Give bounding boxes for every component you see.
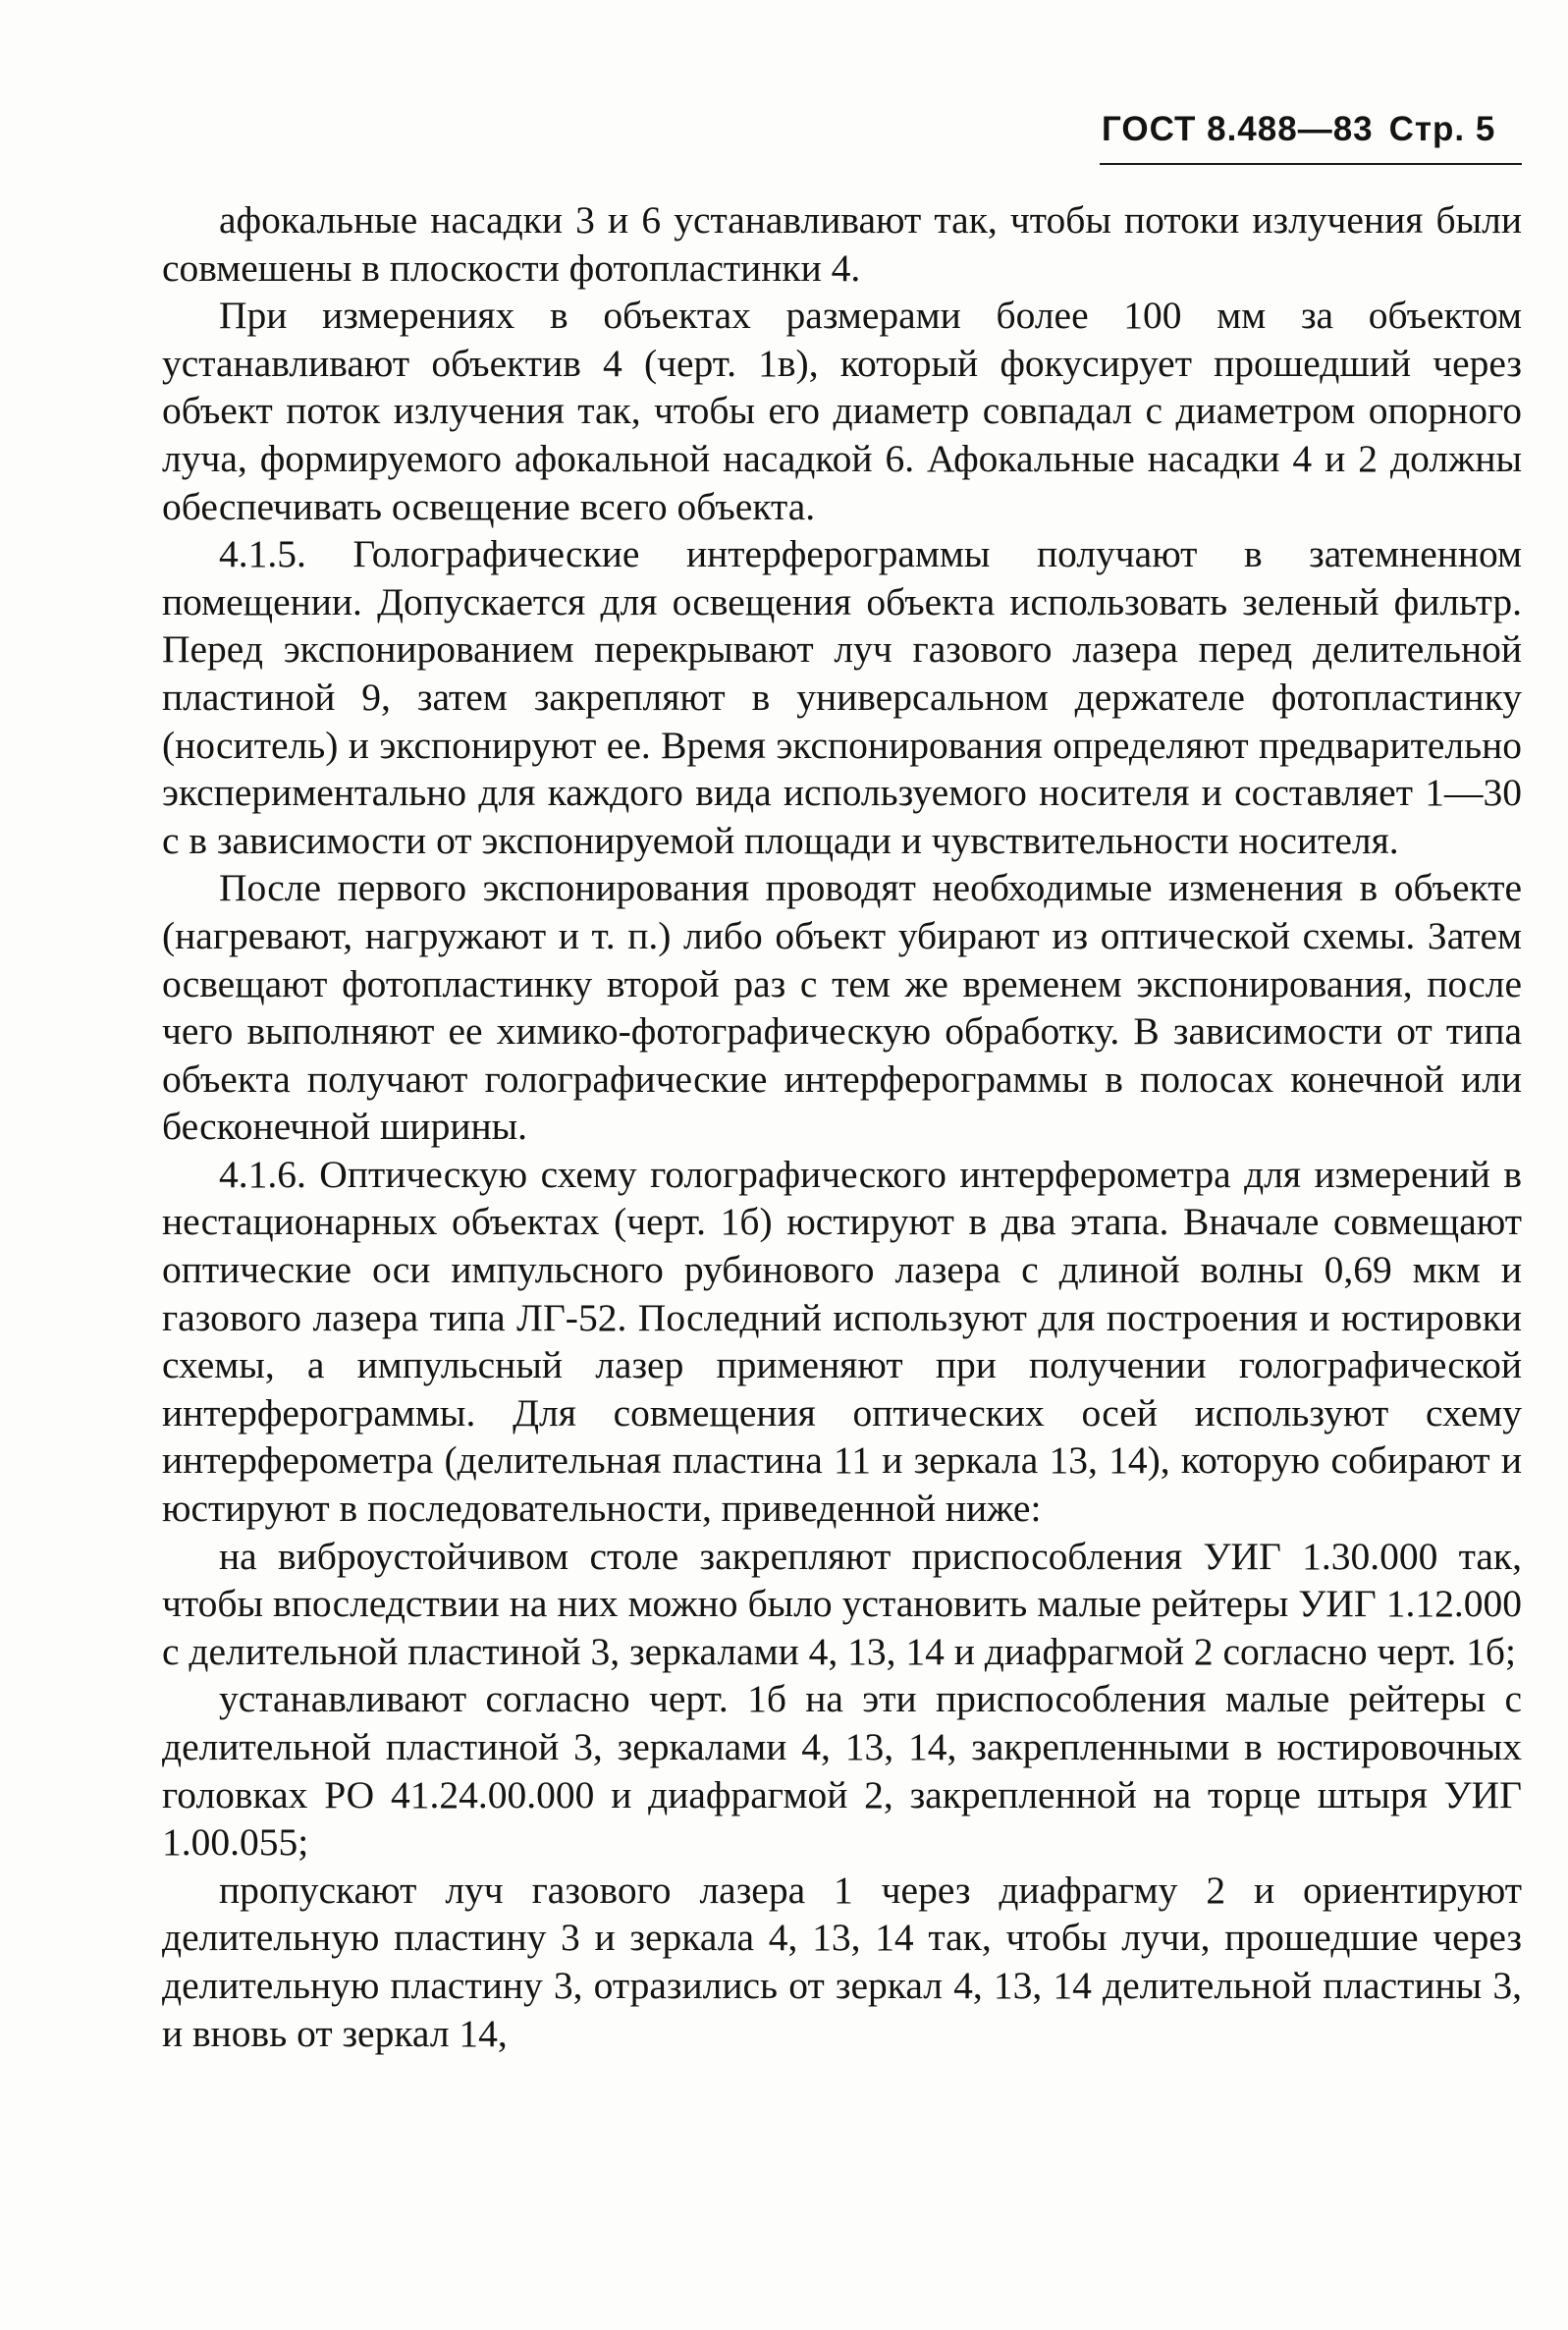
body-text — [162, 196, 1522, 2057]
paragraph: При измерениях в объектах размерами более 100 мм за объектом устанавливают объектив 4 (черт. 1в), который фокусирует прошедший через объект поток излучения так, чтобы его диаметр совпадал с диаметром опорного луча, формируемого афокальной насадкой 6. Афокальные насадки 4 и 2 должны обеспечивать освещение всего объекта. — [162, 294, 1522, 528]
paragraph: После первого экспонирования проводят необходимые изменения в объекте (нагревают, нагружают и т. п.) либо объект убирают из оптической схемы. Затем освещают фотопластинку второй раз с тем же временем экспонирования, после чего выполняют ее химико-фотографическую обработку. В зависимости от типа объекта получают голографические интерферограммы в полосах конечной или бесконечной ширины. — [162, 866, 1522, 1149]
paragraph: 4.1.6. Оптическую схему голографического интерферометра для измерений в нестационарных объектах (черт. 1б) юстируют в два этапа. Вначале совмещают оптические оси импульсного рубинового лазера с длиной волны 0,69 мкм и газового лазера типа ЛГ-52. Последний используют для построения и юстировки схемы, а импульсный лазер применяют при получении голографической интерферограммы. Для совмещения оптических осей используют схему интерферометра (делительная пластина 11 и зеркала 13, 14), которую собирают и юстируют в последовательности, приведенной ниже: — [162, 1152, 1522, 1531]
header-rule — [1100, 163, 1522, 165]
page-number: Стр. 5 — [1388, 110, 1496, 148]
page-header — [1102, 110, 1495, 149]
paragraph: устанавливают согласно черт. 1б на эти приспособления малые рейтеры с делительной пластиной 3, зеркалами 4, 13, 14, закрепленными в юстировочных головках РО 41.24.00.000 и диафрагмой 2, закрепленной на торце штыря УИГ 1.00.055; — [162, 1677, 1522, 1865]
paragraph: 4.1.5. Голографические интерферограммы получают в затемненном помещении. Допускается для освещения объекта использовать зеленый фильтр. Перед экспонированием перекрывают луч газового лазера перед делительной пластиной 9, затем закрепляют в универсальном держателе фотопластинку (носитель) и экспонируют ее. Время экспонирования определяют предварительно экспериментально для каждого вида используемого носителя и составляет 1—30 с в зависимости от экспонируемой площади и чувствительности носителя. — [162, 532, 1522, 862]
standard-number: ГОСТ 8.488—83 — [1102, 110, 1374, 148]
paragraph: афокальные насадки 3 и 6 устанавливают так, чтобы потоки излучения были совмешены в плоскости фотопластинки 4. — [162, 198, 1522, 290]
paragraph: на виброустойчивом столе закрепляют приспособления УИГ 1.30.000 так, чтобы впоследствии на них можно было установить малые рейтеры УИГ 1.12.000 с делительной пластиной 3, зеркалами 4, 13, 14 и диафрагмой 2 согласно черт. 1б; — [162, 1534, 1522, 1673]
paragraph: пропускают луч газового лазера 1 через диафрагму 2 и ориентируют делительную пластину 3 и зеркала 4, 13, 14 так, чтобы лучи, прошедшие через делительную пластину 3, отразились от зеркал 4, 13, 14 делительной пластины 3, и вновь от зеркал 14, — [162, 1868, 1522, 2055]
